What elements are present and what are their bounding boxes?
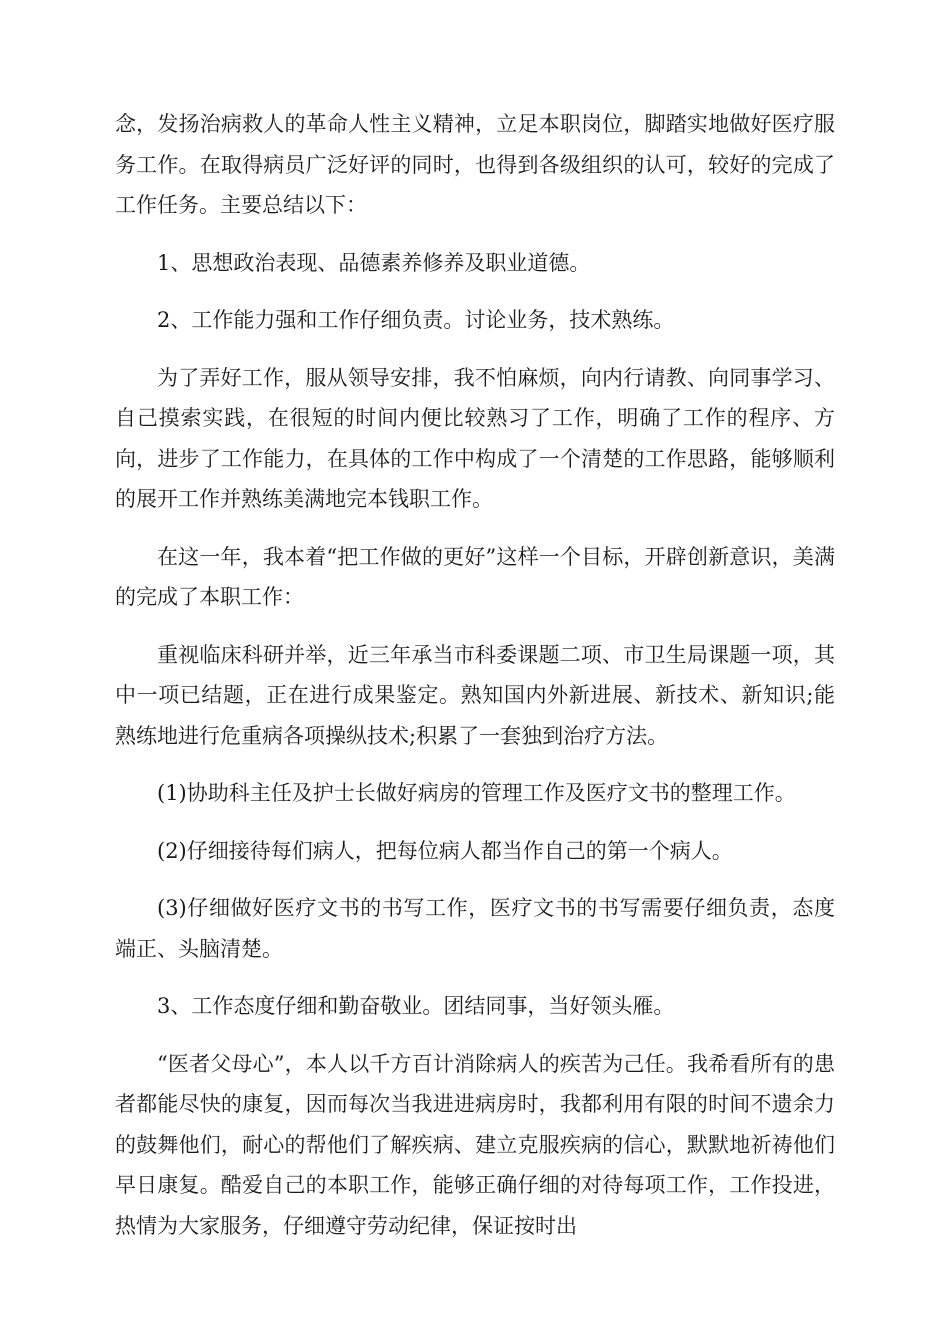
paragraph-year-goal: 在这一年，我本着“把工作做的更好”这样一个目标，开辟创新意识，美满的完成了本职工作：: [115, 544, 835, 609]
paragraph-section-2-heading: 2、工作能力强和工作仔细负责。讨论业务，技术熟练。: [157, 308, 675, 332]
paragraph-item-1: (1)协助科主任及护士长做好病房的管理工作及医疗文书的整理工作。: [157, 781, 796, 805]
paragraph-work-learning: 为了弄好工作，服从领导安排，我不怕麻烦，向内行请教、向同事学习、自己摸索实践，在很短的时间内便比较熟习了工作，明确了工作的程序、方向，进步了工作能力，在具体的工作中构成了一个清楚的工作思路，能够顺利的展开工作并熟练美满地完本钱职工作。: [115, 365, 835, 511]
document-body: [115, 104, 835, 1263]
paragraph-section-1-heading: 1、思想政治表现、品德素养修养及职业道德。: [157, 250, 591, 275]
paragraph-intro-continuation: 念，发扬治病救人的革命人性主义精神，立足本职岗位，脚踏实地做好医疗服务工作。在取得病员广泛好评的同时，也得到各级组织的认可，较好的完成了工作任务。主要总结以下：: [115, 112, 835, 217]
paragraph-section-3-heading: 3、工作态度仔细和勤奋敬业。团结同事，当好领头雁。: [157, 994, 675, 1018]
paragraph-doctor-heart: “医者父母心”，本人以千方百计消除病人的疾苦为己任。我希看所有的患者都能尽快的康复，因而每次当我进进病房时，我都利用有限的时间不遗余力的鼓舞他们，耐心的帮他们了解疾病、建立克服疾病的信心，默默地祈祷他们早日康复。酷爱自己的本职工作，能够正确仔细的对待每项工作，工作投进，热情为大家服务，仔细遵守劳动纪律，保证按时出: [115, 1051, 835, 1238]
paragraph-research: 重视临床科研并举，近三年承当市科委课题二项、市卫生局课题一项，其中一项已结题，正在进行成果鉴定。熟知国内外新进展、新技术、新知识;能熟练地进行危重病各项操纵技术;积累了一套独到治疗方法。: [115, 642, 835, 748]
paragraph-item-2: (2)仔细接待每们病人，把每位病人都当作自己的第一个病人。: [157, 838, 733, 863]
paragraph-item-3: (3)仔细做好医疗文书的书写工作，医疗文书的书写需要仔细负责，态度端正、头脑清楚。: [115, 896, 835, 961]
